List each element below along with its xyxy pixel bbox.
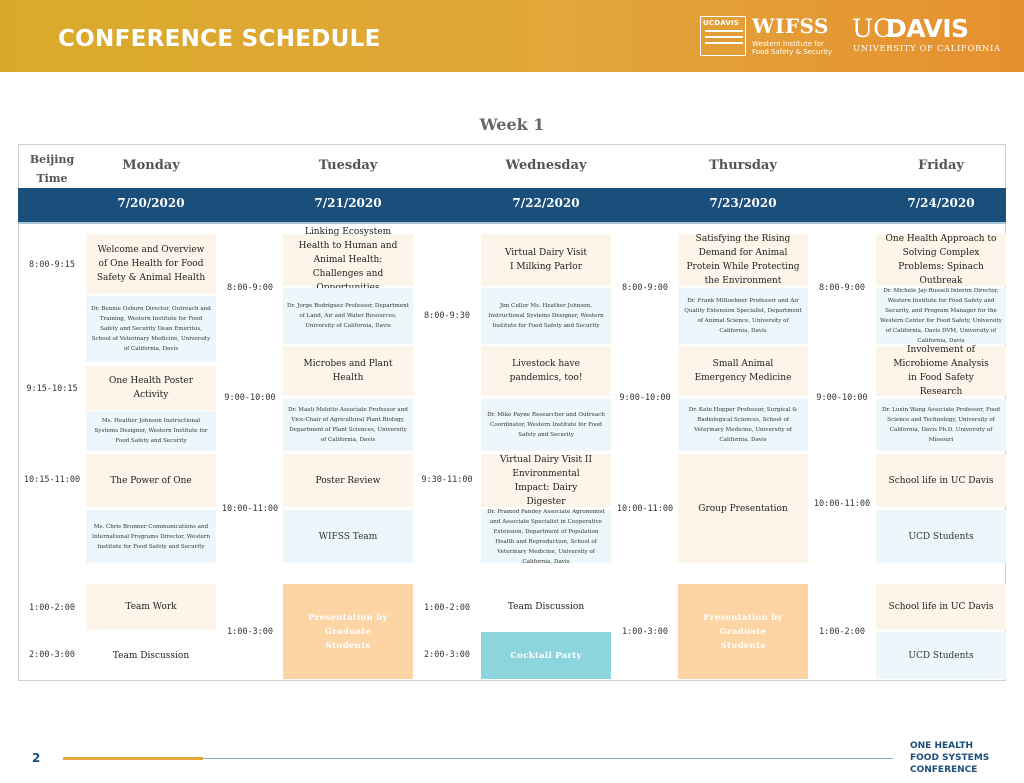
session-tuesday-1-title: Linking Ecosystem Health to Human and Animal Health: Challenges and xyxy=(283,234,413,286)
session-monday-2-speaker: Ms. Heather Johnson Instructional Systems Designer, Western Institute for Food Safety and Security xyxy=(86,411,216,451)
session-friday-4-title: UCD Students xyxy=(876,510,1006,563)
page-title: CONFERENCE SCHEDULE xyxy=(58,26,381,52)
session-wednesday-5-title: Cocktail Party xyxy=(481,632,611,679)
session-monday-2-title: One Health Poster Activity xyxy=(86,366,216,410)
session-friday-6-title: UCD Students xyxy=(876,632,1006,679)
date-monday: 7/20/2020 xyxy=(117,196,185,210)
session-wednesday-4-title: Team Discussion xyxy=(507,602,585,612)
conference-brand-line-1: ONE HEALTH xyxy=(910,741,974,751)
session-wednesday-2-title: Livestock have pandemics, too! xyxy=(481,346,611,396)
session-friday-2-title: Involvement of Microbiome Analysis in Food Safety Research xyxy=(876,346,1006,396)
session-wednesday-3-speaker: Dr. Pramod Pandey Associate Agronomist and Associate Specialist in Cooperative Extension, Department of Population Health and Reproduction, School of Veterinary Medicine, University of California, Davis xyxy=(481,510,611,563)
session-thursday-3-title: Group Presentation xyxy=(678,454,808,563)
day-header-tuesday: Tuesday xyxy=(318,158,378,173)
time-slot: 1:00-2:00 xyxy=(28,603,76,613)
time-slot: 10:00-11:00 xyxy=(813,499,871,509)
beijing-time-header-line1: Beijing xyxy=(29,153,75,166)
time-slot: 2:00-3:00 xyxy=(423,650,471,660)
week-title: Week 1 xyxy=(479,115,545,134)
time-slot: 1:00-3:00 xyxy=(226,627,274,637)
time-slot: 8:00-9:00 xyxy=(621,283,669,293)
session-monday-3-speaker: Ms. Chris Brunner Communications and International Programs Director, Western Institute for Food Safety and Security xyxy=(86,510,216,563)
wifss-subtitle-line-1: Western Institute for xyxy=(752,40,824,48)
time-slot: 10:00-11:00 xyxy=(221,504,279,514)
session-tuesday-2-title: Microbes and Plant Health xyxy=(283,346,413,396)
ucdavis-logo xyxy=(852,14,1001,56)
page-number: 2 xyxy=(32,751,41,765)
session-friday-2-speaker: Dr. Luxin Wang Associate Professor, Food Science and Technology, University of California, Davis Ph.D. University of Missouri xyxy=(876,399,1006,451)
wifss-name: WIFSS xyxy=(752,14,829,38)
session-wednesday-2-speaker: Dr. Mike Payne Researcher and Outreach Coordinator, Western Institute for Food Safety and Security xyxy=(481,399,611,451)
footer-rule-gold xyxy=(63,757,203,760)
date-friday: 7/24/2020 xyxy=(907,196,975,210)
time-slot: 9:00-10:00 xyxy=(619,393,671,403)
session-tuesday-2-speaker: Dr. Maeli Melotto Associate Professor and Vice-Chair of Agricultural Plant Biology, Department of Plant Sciences, University of California, Davis xyxy=(283,399,413,451)
beijing-time-header xyxy=(22,150,82,188)
session-tuesday-4-title: WIFSS Team xyxy=(283,510,413,563)
session-monday-5-title: Team Discussion xyxy=(112,651,190,661)
session-friday-3-title: School life in UC Davis xyxy=(876,454,1006,507)
time-slot: 9:00-10:00 xyxy=(224,393,276,403)
session-monday-3-title: The Power of One xyxy=(86,454,216,507)
time-slot: 1:00-3:00 xyxy=(621,627,669,637)
conference-brand xyxy=(910,740,989,776)
session-tuesday-1-speaker: Dr. Jorge Rodriguez Professor, Department of Land, Air and Water Resources, University of California, Davis xyxy=(283,288,413,344)
session-friday-5-title: School life in UC Davis xyxy=(876,584,1006,630)
session-tuesday-5-title: Presentation by Graduate Students xyxy=(283,584,413,679)
session-friday-1-speaker: Dr. Michele Jay-Russell Interim Director, Western Institute for Food Safety and Security, and Program Manager for the Western Center for Food Safety, University of California, Davis DVM, University of California, Davis xyxy=(876,288,1006,344)
time-slot: 10:00-11:00 xyxy=(616,504,674,514)
session-thursday-1-speaker: Dr. Frank Mitloehner Professor and Air Quality Extension Specialist, Department of Animal Science, University of California, Davis xyxy=(678,288,808,344)
session-wednesday-1-title: Virtual Dairy Visit I Milking Parlor xyxy=(481,234,611,286)
session-monday-1-speaker: Dr. Bennie Osburn Director, Outreach and Training, Western Institute for Food Safety and Security Dean Emeritus, School of Veterinary Medicine, University of California, Davis xyxy=(86,296,216,362)
time-slot: 10:15-11:00 xyxy=(23,475,81,485)
session-monday-4-title: Team Work xyxy=(86,584,216,630)
date-thursday: 7/23/2020 xyxy=(709,196,777,210)
day-header-friday: Friday xyxy=(918,158,964,173)
session-monday-1-title: Welcome and Overview of One Health for Food Safety & Animal Health xyxy=(86,234,216,294)
wifss-subtitle-line-2: Food Safety & Security xyxy=(752,48,833,56)
time-slot: 8:00-9:30 xyxy=(423,311,471,321)
day-header-monday: Monday xyxy=(122,158,180,173)
time-slot: 1:00-2:00 xyxy=(818,627,866,637)
date-wednesday: 7/22/2020 xyxy=(512,196,580,210)
time-slot: 9:30-11:00 xyxy=(421,475,473,485)
time-slot: 8:00-9:00 xyxy=(226,283,274,293)
time-slot: 2:00-3:00 xyxy=(28,650,76,660)
date-tuesday: 7/21/2020 xyxy=(314,196,382,210)
ucd-logo-uc: UC xyxy=(852,14,893,43)
wifss-logo xyxy=(700,16,832,56)
time-slot: 8:00-9:15 xyxy=(28,260,76,270)
session-thursday-2-title: Small Animal Emergency Medicine xyxy=(678,346,808,396)
session-tuesday-3-title: Poster Review xyxy=(283,454,413,507)
session-thursday-1-title: Satisfying the Rising Demand for Animal Protein While Protecting the Environment xyxy=(678,234,808,286)
time-slot: 9:00-10:00 xyxy=(816,393,868,403)
wifss-emblem-icon xyxy=(700,16,746,56)
beijing-time-header-line2: Time xyxy=(36,172,68,185)
time-slot: 8:00-9:00 xyxy=(818,283,866,293)
conference-brand-line-2: FOOD SYSTEMS xyxy=(910,753,990,763)
ucd-logo-davis: DAVIS xyxy=(886,14,969,43)
session-wednesday-3-title: Virtual Dairy Visit II Environmental Impact: Dairy Digester xyxy=(481,454,611,507)
header-banner xyxy=(0,0,1024,72)
footer-rule-blue xyxy=(203,758,893,759)
day-header-wednesday: Wednesday xyxy=(505,158,587,173)
session-friday-1-title: One Health Approach to Solving Complex Problems: Spinach Outbreak xyxy=(876,234,1006,286)
session-wednesday-1-speaker: Jim Cullor Ms. Heather Johnson, Instructional Systems Designer, Western Institute for Food Safety and Security xyxy=(481,288,611,344)
time-slot: 9:15-10:15 xyxy=(26,384,78,394)
session-thursday-4-title: Presentation by Graduate Students xyxy=(678,584,808,679)
day-header-thursday: Thursday xyxy=(709,158,777,173)
wifss-emblem-label: UCDAVIS xyxy=(703,19,740,27)
conference-brand-line-3: CONFERENCE xyxy=(910,765,978,775)
ucd-logo-subtitle: UNIVERSITY OF CALIFORNIA xyxy=(853,44,1001,54)
time-slot: 1:00-2:00 xyxy=(423,603,471,613)
session-thursday-2-speaker: Dr. Kate Hopper Professor, Surgical & Radiological Sciences, School of Veterinary Medicine, University of California, Davis xyxy=(678,399,808,451)
